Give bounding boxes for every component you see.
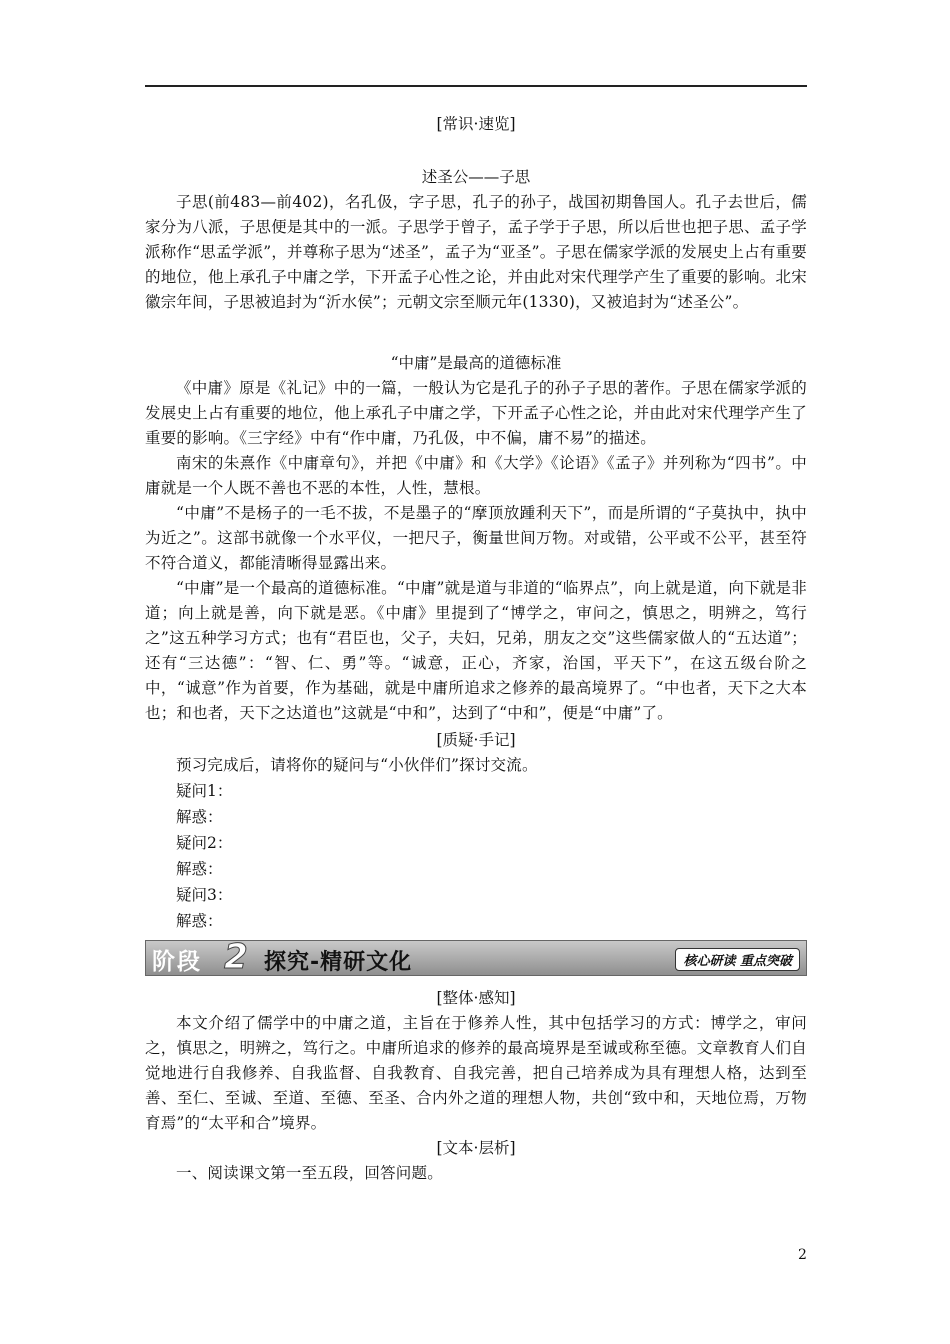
zhongyong-paragraph-3: “中庸”不是杨子的一毛不拔，不是墨子的“摩顶放踵利天下”，而是所谓的“子莫执中，执中为近之”。这部书就像一个水平仪，一把尺子，衡量世间万物。对或错，公平或不公平，甚至符不符合道义，都能清晰得显露出来。: [145, 504, 807, 572]
zisi-title: 述圣公——子思: [421, 168, 531, 186]
banner-title: 探究-精研文化: [264, 950, 413, 975]
answer-2-label: 解惑：: [176, 860, 223, 878]
section-heading-common: [常识·速览]: [436, 115, 516, 133]
banner-stage-number: 2: [224, 937, 248, 977]
overall-paragraph: 本文介绍了儒学中的中庸之道，主旨在于修养人性，其中包括学习的方式：博学之，审问之，慎思之，明辨之，笃行之。中庸所追求的修养的最高境界是至诚或称至德。文章教育人们自觉地进行自我修养、自我监督、自我教育、自我完善，把自己培养成为具有理想人格，达到至善、至仁、至诚、至道、至德、至圣、合内外之道的理想人物，共创“致中和，天地位焉，万物育焉”的“太平和合”境界。: [145, 1014, 807, 1132]
task-line: 一、阅读课文第一至五段，回答问题。: [176, 1164, 443, 1182]
zhongyong-paragraph-4: “中庸”是一个最高的道德标准。“中庸”就是道与非道的“临界点”，向上就是道，向下就是非道；向上就是善，向下就是恶。《中庸》里提到了“博学之，审问之，慎思之，明辨之，笃行之”这五种学习方式；也有“君臣也，父子，夫妇，兄弟，朋友之交”这些儒家做人的“五达道”；还有“三达德”：“智、仁、勇”等。“诚意，正心，齐家，治国，平天下”，在这五级台阶之中，“诚意”作为首要，作为基础，就是中庸所追求之修养的最高境界了。“中也者，天下之大本也；和也者，天下之达道也”这就是“中和”，达到了“中和”，便是“中庸”了。: [145, 579, 807, 722]
zhongyong-title: “中庸”是最高的道德标准: [390, 354, 562, 372]
question-2-label: 疑问2：: [176, 834, 233, 852]
header-rule: [145, 85, 807, 87]
page-number: 2: [798, 1247, 807, 1263]
section-heading-overall: [整体·感知]: [436, 989, 516, 1007]
banner-stage-label: 阶段: [152, 949, 202, 975]
answer-1-label: 解惑：: [176, 808, 223, 826]
question-1-label: 疑问1：: [176, 782, 233, 800]
stage-banner: [145, 937, 807, 977]
section-heading-question: [质疑·手记]: [436, 731, 516, 749]
zhongyong-paragraph-1: 《中庸》原是《礼记》中的一篇，一般认为它是孔子的孙子子思的著作。子思在儒家学派的发展史上占有重要的地位，他上承孔子中庸之学，下开孟子心性之论，并由此对宋代理学产生了重要的影响。《三字经》中有“作中庸，乃孔伋，中不偏，庸不易”的描述。: [145, 379, 807, 447]
zisi-paragraph: 子思(前483—前402)，名孔伋，字子思，孔子的孙子，战国初期鲁国人。孔子去世后，儒家分为八派，子思便是其中的一派。子思学于曾子，孟子学于子思，所以后世也把子思、孟子学派称作“思孟学派”，并尊称子思为“述圣”，孟子为“亚圣”。子思在儒家学派的发展史上占有重要的地位，他上承孔子中庸之学，下开孟子心性之论，并由此对宋代理学产生了重要的影响。北宋徽宗年间，子思被追封为“沂水侯”；元朝文宗至顺元年(1330)，又被追封为“述圣公”。: [145, 193, 807, 311]
question-intro: 预习完成后，请将你的疑问与“小伙伴们”探讨交流。: [176, 756, 538, 774]
banner-tag: 核心研读 重点突破: [675, 948, 800, 971]
page-content: [145, 112, 807, 1186]
section-heading-text: [文本·层析]: [436, 1139, 516, 1157]
zhongyong-paragraph-2: 南宋的朱熹作《中庸章句》，并把《中庸》和《大学》《论语》《孟子》并列称为“四书”。中庸就是一个人既不善也不恶的本性，人性，慧根。: [145, 454, 807, 497]
question-3-label: 疑问3：: [176, 886, 233, 904]
answer-3-label: 解惑：: [176, 912, 223, 930]
